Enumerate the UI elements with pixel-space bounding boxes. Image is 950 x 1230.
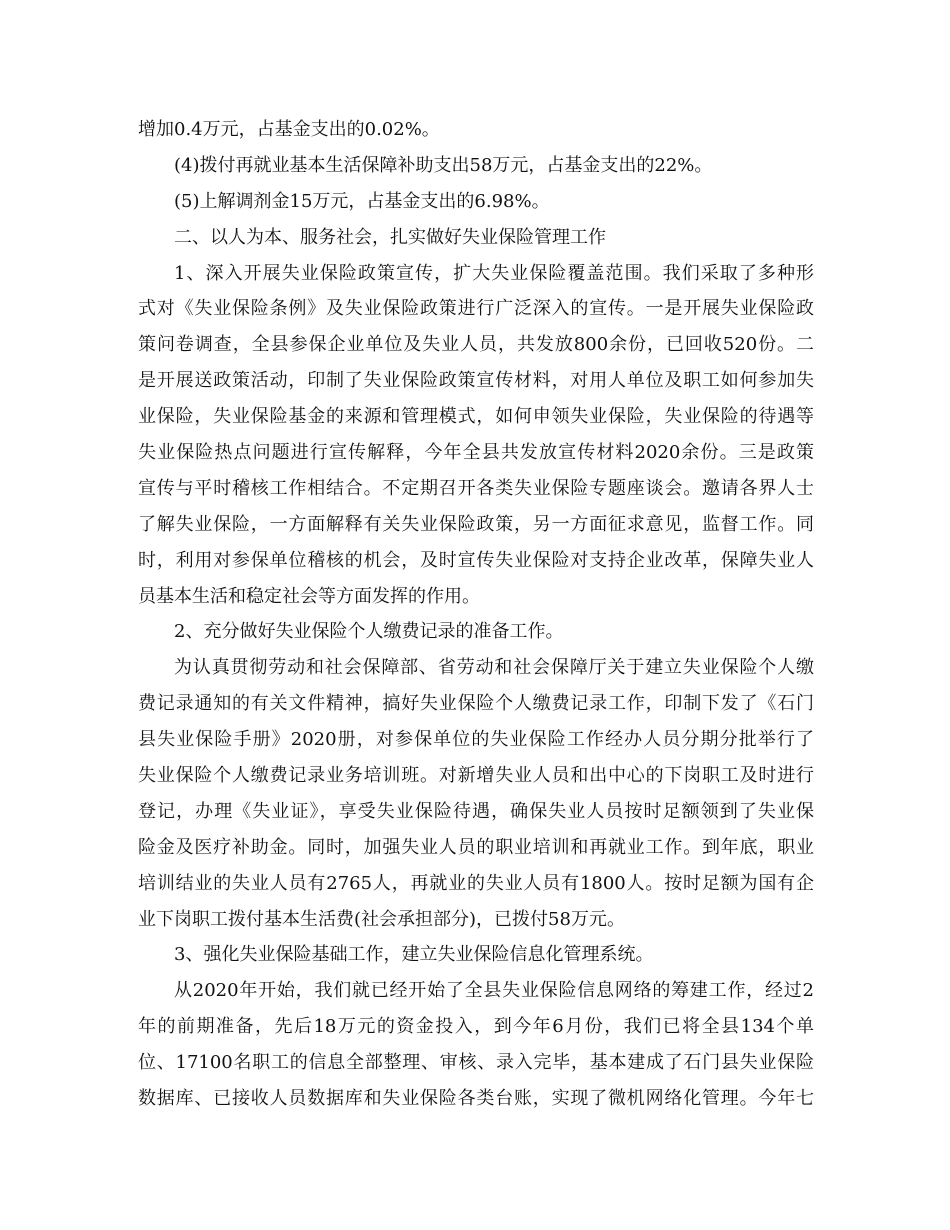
text-line: 策问卷调查，全县参保企业单位及失业人员，共发放800余份，已回收520份。二: [138, 334, 814, 356]
text-line: 式对《失业保险条例》及失业保险政策进行广泛深入的宣传。一是开展失业保险政: [138, 298, 814, 320]
text-line: 登记，办理《失业证》，享受失业保险待遇，确保失业人员按时足额领到了失业保: [138, 800, 814, 822]
text-line: 从2020年开始，我们就已经开始了全县失业保险信息网络的筹建工作，经过2: [174, 980, 814, 1002]
text-line: 业保险，失业保险基金的来源和管理模式，如何申领失业保险，失业保险的待遇等: [138, 406, 814, 428]
subsection-heading: 3、强化失业保险基础工作，建立失业保险信息化管理系统。: [174, 944, 654, 966]
text-line: 失业保险个人缴费记录业务培训班。对新增失业人员和出中心的下岗职工及时进行: [138, 765, 814, 787]
text-line: 时，利用对参保单位稽核的机会，及时宣传失业保险对支持企业改革，保障失业人: [138, 549, 814, 571]
text-line: 宣传与平时稽核工作相结合。不定期召开各类失业保险专题座谈会。邀请各界人士: [138, 477, 814, 499]
text-line: 是开展送政策活动，印制了失业保险政策宣传材料，对用人单位及职工如何参加失: [138, 370, 814, 392]
text-line: 为认真贯彻劳动和社会保障部、省劳动和社会保障厅关于建立失业保险个人缴: [174, 657, 814, 679]
text-line: 失业保险热点问题进行宣传解释，今年全县共发放宣传材料2020余份。三是政策: [138, 442, 814, 464]
text-line: 了解失业保险，一方面解释有关失业保险政策，另一方面征求意见，监督工作。同: [138, 513, 814, 535]
text-line: 年的前期准备，先后18万元的资金投入，到今年6月份，我们已将全县134个单: [138, 1016, 814, 1038]
text-line: 县失业保险手册》2020册，对参保单位的失业保险工作经办人员分期分批举行了: [138, 729, 814, 751]
text-line: 险金及医疗补助金。同时，加强失业人员的职业培训和再就业工作。到年底，职业: [138, 836, 814, 858]
text-line: 费记录通知的有关文件精神，搞好失业保险个人缴费记录工作，印制下发了《石门: [138, 693, 814, 715]
text-line: 1、深入开展失业保险政策宣传，扩大失业保险覆盖范围。我们采取了多种形: [174, 262, 814, 284]
text-line: 培训结业的失业人员有2765人，再就业的失业人员有1800人。按时足额为国有企: [138, 872, 814, 894]
text-line: 业下岗职工拨付基本生活费(社会承担部分)，已拨付58万元。: [138, 908, 625, 930]
text-line: (5)上解调剂金15万元，占基金支出的6.98%。: [174, 190, 550, 212]
text-line: 数据库、已接收人员数据库和失业保险各类台账，实现了微机网络化管理。今年七: [138, 1088, 814, 1110]
text-line: 位、17100名职工的信息全部整理、审核、录入完毕，基本建成了石门县失业保险: [138, 1052, 814, 1074]
subsection-heading: 2、充分做好失业保险个人缴费记录的准备工作。: [174, 621, 564, 643]
text-line: 员基本生活和稳定社会等方面发挥的作用。: [138, 585, 480, 607]
document-body: [138, 112, 814, 1117]
section-heading: 二、以人为本、服务社会，扎实做好失业保险管理工作: [174, 226, 606, 248]
text-line: (4)拨付再就业基本生活保障补助支出58万元，占基金支出的22%。: [174, 154, 713, 176]
text-line: 增加0.4万元，占基金支出的0.02%。: [138, 119, 440, 140]
